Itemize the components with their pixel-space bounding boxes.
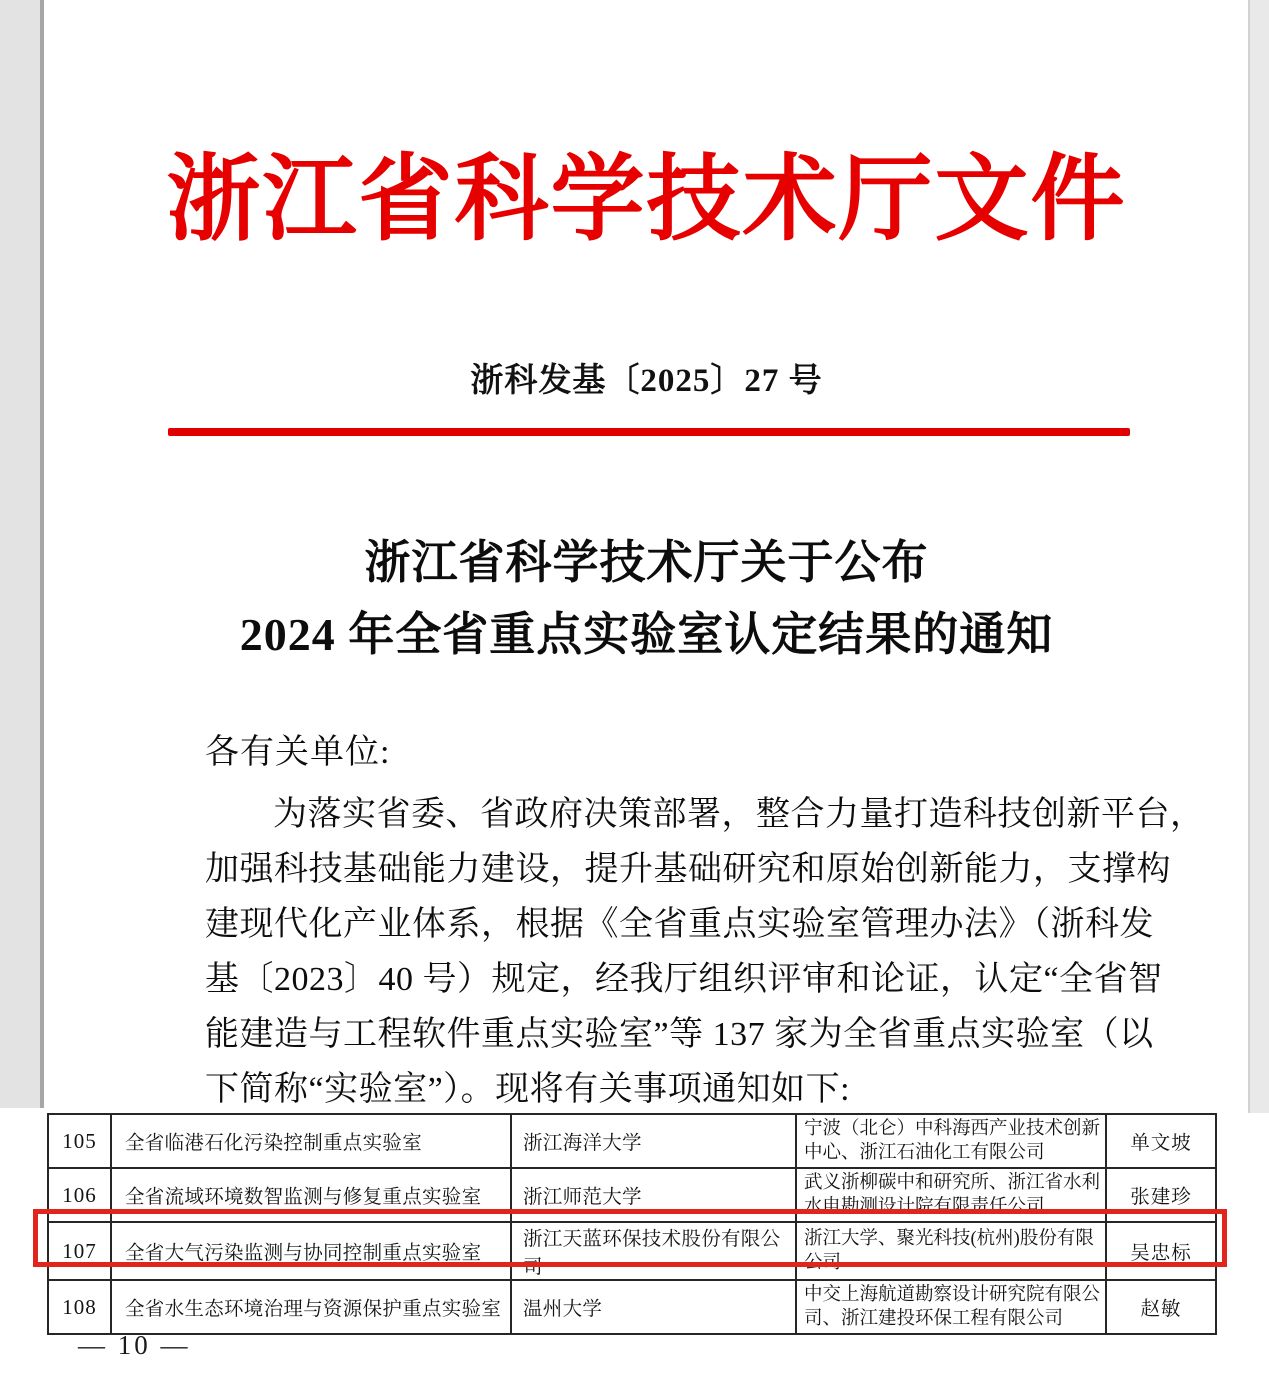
cell-director: 赵敏: [1106, 1280, 1216, 1334]
cell-institution: 温州大学: [511, 1280, 796, 1334]
notice-title-line-2: 2024 年全省重点实验室认定结果的通知: [239, 609, 1054, 660]
salutation: 各有关单位:: [205, 734, 391, 771]
body-paragraph-line: 建现代化产业体系，根据《全省重点实验室管理办法》（浙科发: [205, 906, 1154, 943]
cell-lab-name: 全省流域环境数智监测与修复重点实验室: [111, 1168, 511, 1222]
body-paragraph-line: 下简称“实验室”）。现将有关事项通知如下:: [205, 1071, 851, 1108]
cell-partners: 浙江大学、聚光科技(杭州)股份有限公司: [796, 1222, 1106, 1280]
red-separator-rule: [168, 428, 1130, 436]
body-paragraph-line: 加强科技基础能力建设，提升基础研究和原始创新能力，支撑构: [205, 851, 1171, 888]
cell-index: 106: [48, 1168, 111, 1222]
agency-header-title: 浙江省科学技术厅文件: [166, 148, 1127, 252]
cell-lab-name: 全省水生态环境治理与资源保护重点实验室: [111, 1280, 511, 1334]
cell-index: 105: [48, 1114, 111, 1168]
cell-lab-name: 全省临港石化污染控制重点实验室: [111, 1114, 511, 1168]
body-paragraph-line: 基〔2023〕40 号）规定，经我厅组织评审和论证，认定“全省智: [205, 961, 1163, 998]
cell-institution: 浙江海洋大学: [511, 1114, 796, 1168]
page-margin-right: [1248, 0, 1269, 1113]
cell-partners: 武义浙柳碳中和研究所、浙江省水利水电勘测设计院有限责任公司: [796, 1168, 1106, 1222]
body-paragraph-line: 为落实省委、省政府决策部署，整合力量打造科技创新平台，: [273, 796, 1205, 833]
page-number: — 10 —: [78, 1330, 191, 1360]
page-margin-left: [0, 0, 44, 1108]
cell-institution: 浙江师范大学: [511, 1168, 796, 1222]
cell-index: 107: [48, 1222, 111, 1280]
body-paragraph-line: 能建造与工程软件重点实验室”等 137 家为全省重点实验室（以: [205, 1016, 1154, 1053]
table-row-105: [48, 1114, 1216, 1168]
cell-partners: 中交上海航道勘察设计研究院有限公司、浙江建投环保工程有限公司: [796, 1280, 1106, 1334]
table-row-107: [48, 1222, 1216, 1280]
key-labs-results-table: [47, 1113, 1217, 1335]
cell-director: 张建珍: [1106, 1168, 1216, 1222]
cell-partners: 宁波（北仑）中科海西产业技术创新中心、浙江石油化工有限公司: [796, 1114, 1106, 1168]
cell-director: 吴忠标: [1106, 1222, 1216, 1280]
cell-director: 单文坡: [1106, 1114, 1216, 1168]
document-number: 浙科发基〔2025〕27 号: [470, 363, 823, 399]
table-row-106: [48, 1168, 1216, 1222]
cell-index: 108: [48, 1280, 111, 1334]
notice-title-line-1: 浙江省科学技术厅关于公布: [364, 537, 929, 588]
cell-institution: 浙江天蓝环保技术股份有限公司: [511, 1222, 796, 1280]
table-row-108: [48, 1280, 1216, 1334]
cell-lab-name: 全省大气污染监测与协同控制重点实验室: [111, 1222, 511, 1280]
